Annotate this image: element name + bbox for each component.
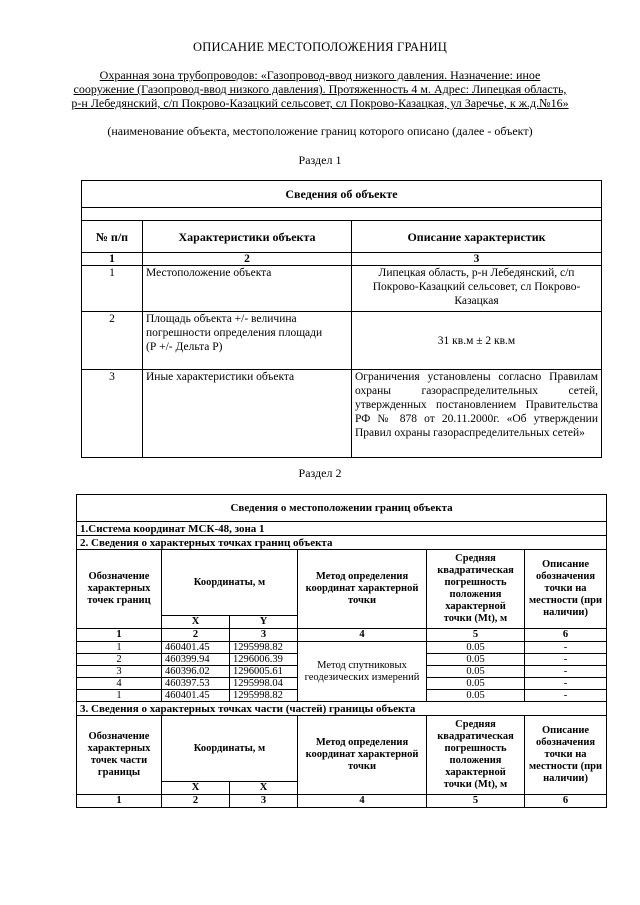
row-characteristic: Местоположение объекта [143,266,352,312]
col-number: 2 [143,253,352,266]
part-header-y: X [230,782,298,795]
col-header-description: Описание характеристик [352,221,602,253]
point-y: 1295998.82 [230,642,298,654]
row-description: Ограничения установлены согласно Правилам охраны газораспределительных сетей, утвержденных постановлением Правительства РФ № 878 от 20.11.2000г. «Об утверждении Правил охраны газораспределительных сетей» [352,370,602,458]
col-number: 2 [162,795,230,808]
point-desc: - [525,666,607,678]
row-number: 3 [82,370,143,458]
col-number: 1 [82,253,143,266]
col-number: 6 [525,629,607,642]
header-description: Описание обозначения точки на местности (при наличии) [525,550,607,629]
point-x: 460401.45 [162,642,230,654]
section-2-label: Раздел 2 [298,466,342,480]
header-y: Y [230,616,298,629]
point-x: 460401.45 [162,690,230,702]
row-characteristic-extra: (Р +/- Дельта Р) [146,341,223,353]
col-number: 3 [230,795,298,808]
point-method: Метод спутниковых геодезических измерений [298,642,427,702]
col-number: 1 [77,795,162,808]
part-header-description: Описание обозначения точки на местности (при наличии) [525,716,607,795]
point-mt: 0.05 [427,666,525,678]
point-y: 1296006.39 [230,654,298,666]
row-characteristic: Иные характеристики объекта [143,370,352,458]
object-info-table [81,180,602,458]
point-desc: - [525,642,607,654]
point-desc: - [525,678,607,690]
col-number: 3 [230,629,298,642]
point-y: 1295998.82 [230,690,298,702]
part-header-coords: Координаты, м [162,716,298,782]
point-y: 1296005.61 [230,666,298,678]
col-header-number: № п/п [82,221,143,253]
col-number: 4 [298,795,427,808]
point-y: 1295998.04 [230,678,298,690]
part-header-method: Метод определения координат характерной точки [298,716,427,795]
point-x: 460399.94 [162,654,230,666]
object-description: Охранная зона трубопроводов: «Газопровод-ввод низкого давления. Назначение: иное сооружение (Газопровод-ввод низкого давления). Протяженность 4 м. Адрес: Липецкая область, р-н Лебедянский, с/п Покрово-Казацкий сельсовет, сл Покрово-Казацкая, ул Заречье, к ж.д.№16» [71,68,569,110]
row-number: 2 [82,312,143,370]
col-number: 4 [298,629,427,642]
part-header-x: X [162,782,230,795]
row-characteristic-cell [143,312,352,370]
header-error: Средняя квадратическая погрешность положения характерной точки (Mt), м [427,550,525,629]
header-method: Метод определения координат характерной точки [298,550,427,629]
point-id: 1 [77,642,162,654]
row-characteristic: Площадь объекта +/- величина погрешности определения площади [146,313,323,339]
point-id: 2 [77,654,162,666]
header-x: X [162,616,230,629]
point-id: 3 [77,666,162,678]
row-description: 31 кв.м ± 2 кв.м [352,312,602,370]
col-number: 5 [427,629,525,642]
part-section-title: 3. Сведения о характерных точках части (частей) границы объекта [77,702,607,716]
point-mt: 0.05 [427,654,525,666]
point-x: 460396.02 [162,666,230,678]
table-row [82,312,602,370]
table-row [82,370,602,458]
point-id: 4 [77,678,162,690]
col-number: 3 [352,253,602,266]
document-title: ОПИСАНИЕ МЕСТОПОЛОЖЕНИЯ ГРАНИЦ [193,40,447,54]
point-mt: 0.05 [427,678,525,690]
table-row [82,266,602,312]
boundary-table-title: Сведения о местоположении границ объекта [77,495,607,522]
point-x: 460397.53 [162,678,230,690]
section-1-label: Раздел 1 [298,153,342,167]
point-desc: - [525,654,607,666]
header-coords: Координаты, м [162,550,298,616]
point-desc: - [525,690,607,702]
blank-row [82,208,602,221]
point-id: 1 [77,690,162,702]
point-mt: 0.05 [427,642,525,654]
row-number: 1 [82,266,143,312]
row-description: Липецкая область, р-н Лебедянский, с/п Покрово-Казацкий сельсовет, сл Покрово-Казацкая [352,266,602,312]
table-row [77,642,607,654]
object-info-title: Сведения об объекте [82,181,602,208]
part-header-designation: Обозначение характерных точек части границы [77,716,162,795]
header-designation: Обозначение характерных точек границ [77,550,162,629]
col-number: 2 [162,629,230,642]
col-header-characteristic: Характеристики объекта [143,221,352,253]
col-number: 6 [525,795,607,808]
object-note: (наименование объекта, местоположение границ которого описано (далее - объект) [107,124,533,138]
coord-system: 1.Система координат МСК-48, зона 1 [77,522,607,536]
col-number: 1 [77,629,162,642]
part-header-error: Средняя квадратическая погрешность положения характерной точки (Mt), м [427,716,525,795]
points-section-title: 2. Сведения о характерных точках границ объекта [77,536,607,550]
col-number: 5 [427,795,525,808]
boundary-location-table [76,494,607,808]
point-mt: 0.05 [427,690,525,702]
